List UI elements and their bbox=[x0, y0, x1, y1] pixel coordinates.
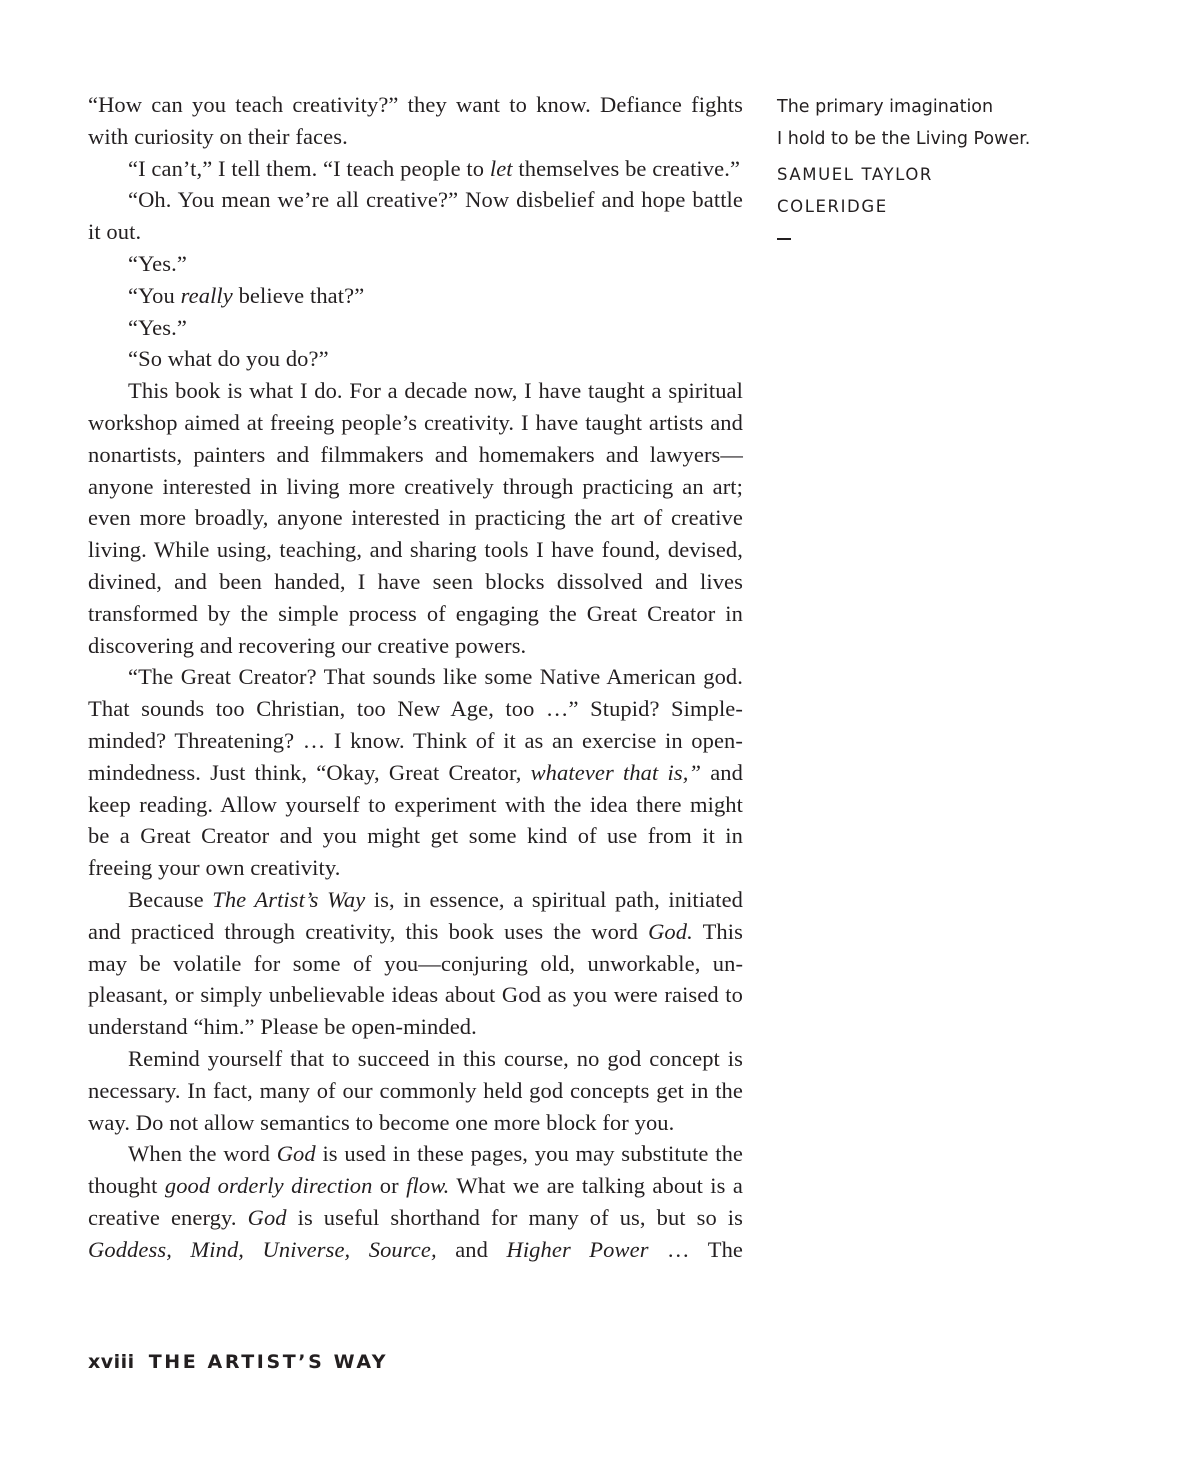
text-run: is useful shorthand for many of us, but so is bbox=[286, 1204, 743, 1230]
epigraph-attribution bbox=[777, 159, 1077, 223]
italic-text: Goddess, Mind, Universe, Source, bbox=[88, 1236, 437, 1262]
italic-text: The Artist’s Way bbox=[212, 886, 366, 912]
paragraph bbox=[88, 1138, 743, 1265]
paragraph: “Oh. You mean we’re all creative?” Now disbelief and hope battle it out. bbox=[88, 187, 743, 245]
epigraph-sidebar bbox=[777, 91, 1077, 240]
italic-text: whatever that is,” bbox=[530, 759, 702, 785]
italic-text: flow. bbox=[406, 1173, 450, 1199]
paragraph bbox=[88, 153, 743, 185]
text-run: … The bbox=[648, 1236, 744, 1262]
page-footer bbox=[88, 1350, 388, 1374]
paragraph: “Yes.” bbox=[128, 314, 187, 340]
paragraph bbox=[88, 280, 743, 312]
text-run: and keep reading. Allow yourself to experiment with the idea there might be a Great Creator and you might get some kind of use from it in freeing your own creativity. bbox=[88, 759, 743, 881]
text-run: is, in essence, a spiritual path, initiated and practiced through creativity, this book uses the word bbox=[88, 886, 744, 944]
text-run: is used in these pages, you may substitute the thought bbox=[88, 1141, 743, 1199]
text-run: What we are talking about is a creative energy. bbox=[88, 1173, 743, 1230]
italic-text: God bbox=[247, 1204, 287, 1230]
paragraph bbox=[88, 661, 743, 884]
text-run: “I can’t,” I tell them. “I teach people to bbox=[128, 155, 490, 181]
text-run: When the word bbox=[128, 1141, 277, 1167]
epigraph-quote-line: I hold to be the Living Power. bbox=[777, 129, 1031, 149]
page-number: xviii bbox=[88, 1351, 135, 1373]
text-run: “The Great Creator? That sounds like some Native American god. That sounds too Christian, too New Age, too …” Stupid? Simple-minded? Threatening? … I know. Think of it as an exercise in open-mindedness. Just think, “Okay, Great Creator, bbox=[88, 664, 743, 785]
paragraph: Remind yourself that to succeed in this course, no god concept is necessary. In fact, many of our commonly held god concepts get in the way. Do not allow semantics to become one more block for you. bbox=[88, 1045, 743, 1135]
paragraph bbox=[88, 884, 743, 1043]
epigraph-quote-line: The primary imagination bbox=[777, 97, 994, 117]
attribution-line: SAMUEL TAYLOR bbox=[777, 165, 933, 184]
italic-text: Higher Power bbox=[506, 1236, 649, 1262]
running-title: THE ARTIST’S WAY bbox=[148, 1351, 389, 1373]
paragraph: “Yes.” bbox=[128, 250, 187, 276]
italic-text: let bbox=[489, 155, 513, 181]
paragraph: “So what do you do?” bbox=[128, 346, 329, 372]
text-run: believe that?” bbox=[232, 282, 365, 308]
epigraph-rule bbox=[777, 238, 791, 240]
attribution-line: COLERIDGE bbox=[777, 197, 888, 216]
italic-text: really bbox=[180, 282, 233, 308]
text-run: themselves be creative.” bbox=[512, 155, 741, 181]
main-text-column bbox=[88, 89, 743, 1265]
text-run: or bbox=[372, 1173, 407, 1199]
italic-text: God bbox=[276, 1141, 316, 1167]
italic-text: God. bbox=[648, 918, 693, 944]
text-run: and bbox=[436, 1236, 507, 1262]
italic-text: good orderly direction bbox=[164, 1173, 373, 1199]
paragraph: This book is what I do. For a decade now, I have taught a spiritual workshop aimed at freeing people’s creativity. I have taught artists and nonartists, painters and filmmakers and homemakers and lawyers—anyone interested in living more creatively through practicing an art; even more broadly, anyone interested in practicing the art of creative living. While using, teaching, and sharing tools I have found, devised, divined, and been handed, I have seen blocks dissolved and lives transformed by the simple process of engaging the Great Creator in discovering and recovering our creative powers. bbox=[88, 378, 743, 658]
text-run: Because bbox=[128, 886, 213, 912]
text-run: “You bbox=[128, 282, 181, 308]
text-run: This may be volatile for some of you—conjuring old, unworkable, unpleasant, or simply unbelievable ideas about God as you were raised to understand “him.” Please be open-minded. bbox=[88, 918, 743, 1040]
paragraph: “How can you teach creativity?” they want to know. Defiance fights with curiosity on their faces. bbox=[88, 92, 743, 149]
